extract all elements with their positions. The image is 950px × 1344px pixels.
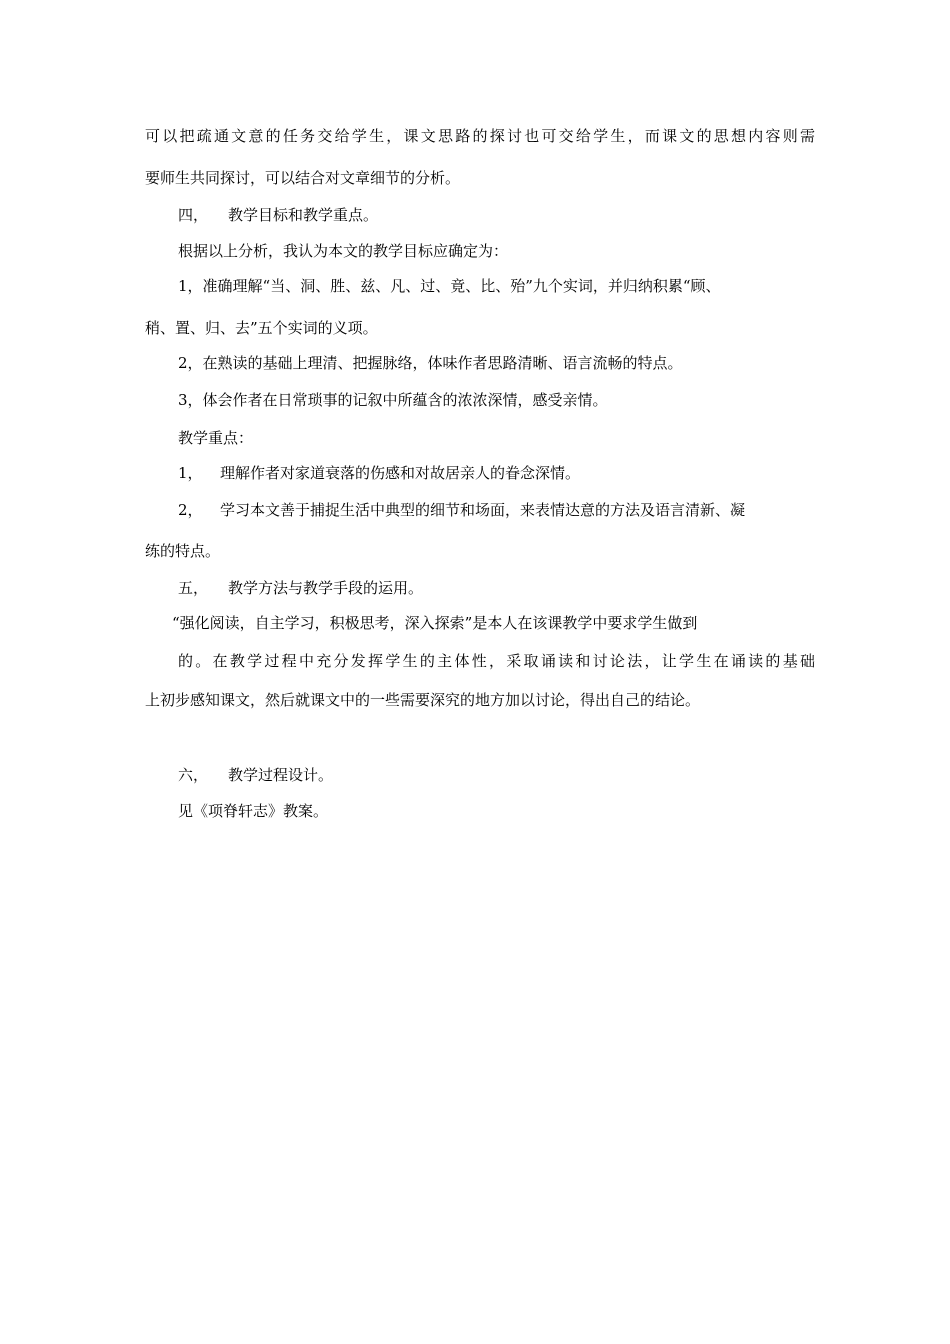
section-number: 四， [178,206,209,224]
section-heading-4 [178,205,848,225]
section-heading-5 [178,578,848,598]
paragraph-line: 的。在教学过程中充分发挥学生的主体性，采取诵读和讨论法，让学生在诵读的基础 [178,652,815,670]
paragraph-line: 2，在熟读的基础上理清、把握脉络，体味作者思路清晰、语言流畅的特点。 [178,354,683,372]
key-point-1 [178,463,848,483]
paragraph-line: 根据以上分析，我认为本文的教学目标应确定为： [178,242,509,260]
section-title: 教学过程设计。 [228,766,334,784]
section-title: 教学目标和教学重点。 [228,206,379,224]
subheading: 教学重点： [178,429,254,447]
paragraph-line: 稍、置、归、去”五个实词的义项。 [145,319,378,337]
paragraph-line: 练的特点。 [145,542,221,560]
paragraph-line: 可以把疏通文意的任务交给学生，课文思路的探讨也可交给学生，而课文的思想内容则需 [145,127,815,145]
section-number: 六， [178,766,209,784]
section-title: 教学方法与教学手段的运用。 [228,579,424,597]
section-heading-6 [178,765,848,785]
paragraph-line: 上初步感知课文，然后就课文中的一些需要深究的地方加以讨论，得出自己的结论。 [145,691,701,709]
paragraph-line: 见《项脊轩志》教案。 [178,802,329,820]
paragraph-line: 1，准确理解“当、洞、胜、兹、凡、过、竟、比、殆”九个实词，并归纳积累“顾、 [178,277,721,295]
key-point-number: 1， [178,464,203,482]
paragraph-line: “强化阅读，自主学习，积极思考，深入探索”是本人在该课教学中要求学生做到 [172,614,698,632]
key-point-2 [178,500,848,520]
section-number: 五， [178,579,209,597]
key-point-number: 2， [178,501,203,519]
key-point-text: 理解作者对家道衰落的伤感和对故居亲人的眷念深情。 [220,464,581,482]
paragraph-line: 3，体会作者在日常琐事的记叙中所蕴含的浓浓深情，感受亲情。 [178,391,608,409]
key-point-text: 学习本文善于捕捉生活中典型的细节和场面，来表情达意的方法及语言清新、凝 [220,501,746,519]
paragraph-line: 要师生共同探讨，可以结合对文章细节的分析。 [145,169,461,187]
